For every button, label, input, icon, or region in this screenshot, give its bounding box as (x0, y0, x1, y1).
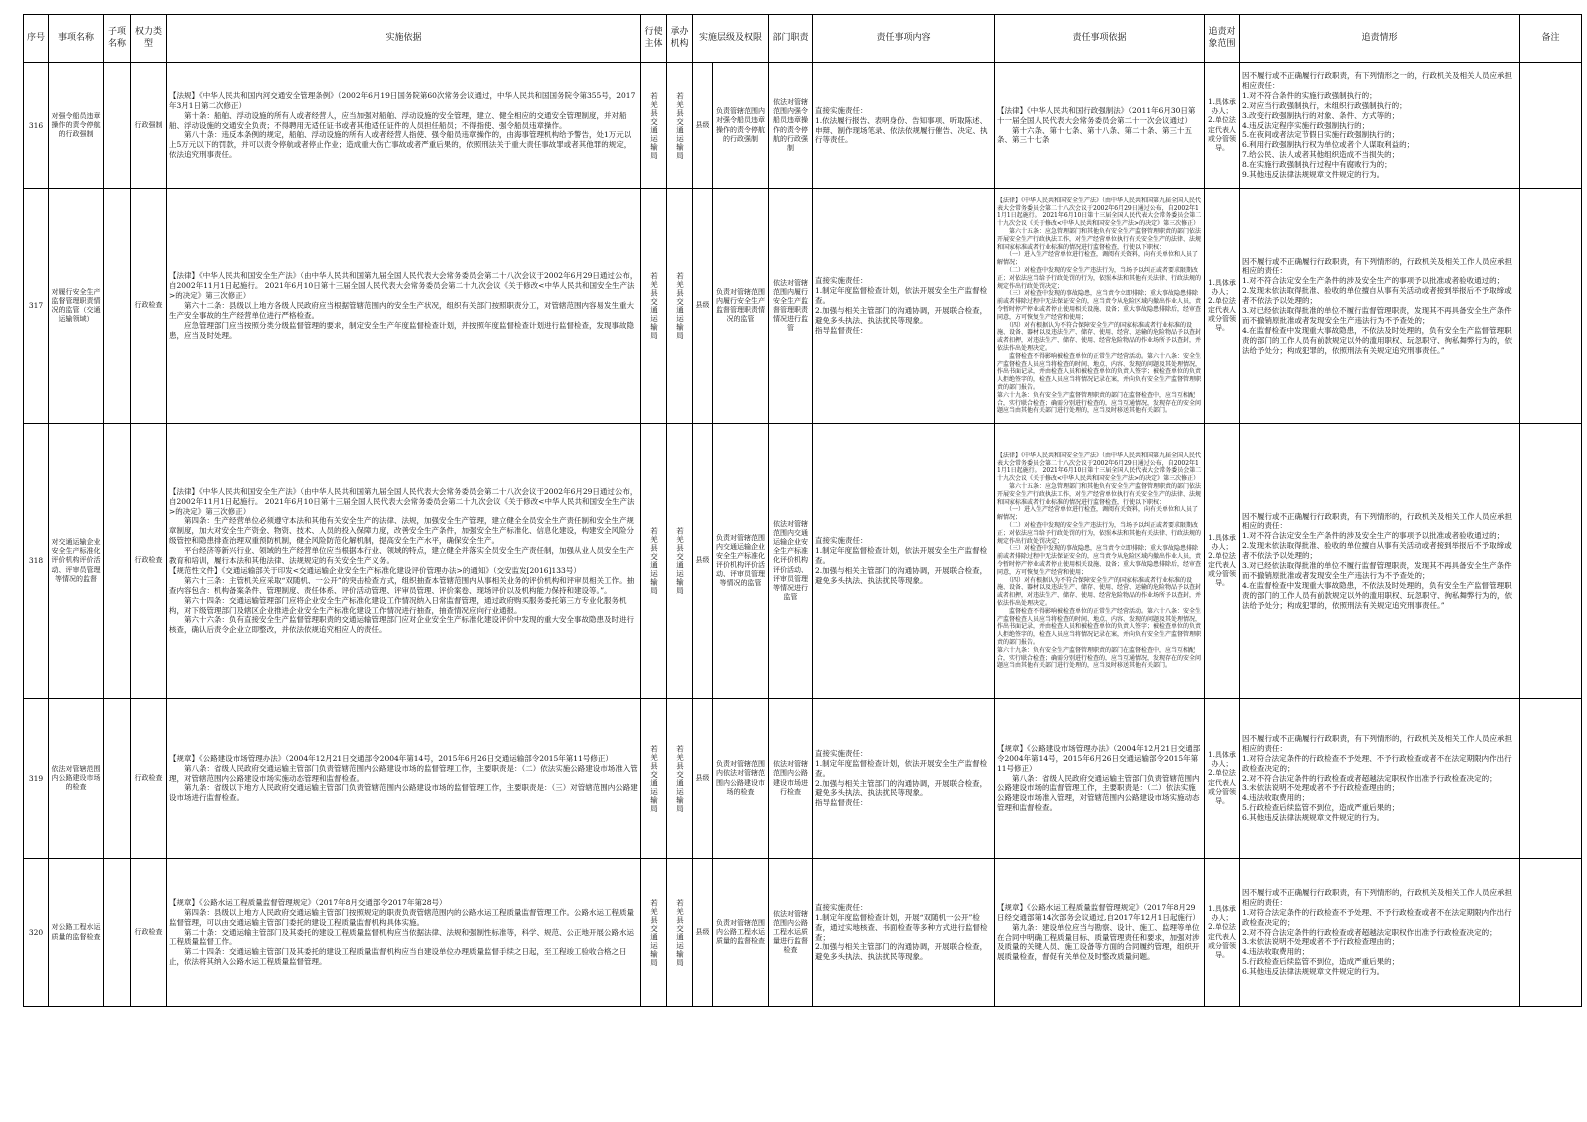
power-responsibility-table (23, 14, 1582, 1007)
cell-basis: 【法规】《中华人民共和国内河交通安全管理条例》（2002年6月19日国务院第60次常务会议通过，中华人民共和国国务院令第355号，2017年3月1日第二次修正） 第十条：船舶、浮动设施的所有人或者经营人，应当加强对船舶、浮动设施的安全管理，建立、健全相应的交通安全管理制度，并对船舶、浮动设施的交通安全负责；不得聘用无适任证书或者其他适任证件的人员担任船员；不得指使、强令船员违章操作。 第八十条：违反本条例的规定，船舶、浮动设施的所有人或者经营人指使、强令船员违章操作的，由海事管理机构给予警告，处1万元以上5万元以下的罚款，并可以责令停航或者停止作业；造成重大伤亡事故或者严重后果的，依照刑法关于重大责任事故罪或者其他罪的规定，依法追究刑事责任。 (167, 63, 641, 189)
cell-power-type: 行政强制 (131, 63, 167, 189)
table-row-319 (24, 699, 1582, 859)
cell-level: 县级 (693, 424, 713, 699)
cell-item-name: 对强令船员违章操作的责令停航的行政强制 (49, 63, 104, 189)
cell-power-type: 行政检查 (131, 424, 167, 699)
cell-resp-content: 直接实施责任： 1.制定年度监督检查计划，依法开展安全生产监督检查。 2.加强与相关主管部门的沟通协调，开展联合检查，避免多头执法、执法扰民等现象。 (813, 424, 995, 699)
cell-duty: 依法对管辖范围内公路建设市场进行检查 (769, 699, 813, 859)
cell-remark (1520, 859, 1582, 1007)
col-header-sub-name: 子项名称 (104, 15, 131, 63)
cell-remark (1520, 424, 1582, 699)
cell-seq: 316 (24, 63, 49, 189)
cell-level: 县级 (693, 859, 713, 1007)
cell-undertaker: 若羌县交通运输局 (667, 424, 693, 699)
cell-scope: 1.具体承办人； 2.单位法定代表人或分管领导。 (1205, 424, 1240, 699)
cell-power-type: 行政检查 (131, 699, 167, 859)
col-header-remark: 备注 (1520, 15, 1582, 63)
col-header-power-type: 权力类型 (131, 15, 167, 63)
cell-sub-name (104, 699, 131, 859)
cell-duty: 依法对管辖范围内公路工程水运质量进行监督检查 (769, 859, 813, 1007)
cell-seq: 320 (24, 859, 49, 1007)
cell-remark (1520, 699, 1582, 859)
cell-subject: 若羌县交通运输局 (641, 424, 667, 699)
col-header-basis: 实施依据 (167, 15, 641, 63)
header-row (24, 15, 1582, 63)
cell-scope: 1.具体承办人； 2.单位法定代表人或分管领导。 (1205, 63, 1240, 189)
cell-undertaker: 若羌县交通运输局 (667, 859, 693, 1007)
cell-resp-basis: 【规章】《公路水运工程质量监督管理规定》（2017年8月29日经交通部第14次部务会议通过,自2017年12月1日起施行） 第九条：建设单位应当与勘察、设计、施工、监理等单位在合同中明确工程质量目标、质量管理责任和要求，加强对涉及质量的关键人员、施工设备等方面的合同履约管理，组织开展质量检查，督促有关单位及时整改质量问题。 (995, 859, 1205, 1007)
cell-situations: 因不履行或不正确履行行政职责，有下列情形的，行政机关及相关工作人员应承担相应的责任： 1.对符合法定条件的行政检查不予处理、不予行政检查或者不在法定期限内作出行政检查决定的； 2.对不符合法定条件的行政检查或者超越法定职权作出准予行政检查决定的； 3.未依法说明不处理或者不予行政检查理由的； 4.违法收取费用的； 5.行政检查后续监管不到位，造成严重后果的； 6.其他违反法律法规规章文件规定的行为。 (1240, 859, 1520, 1007)
cell-item-name: 对履行安全生产监督管理职责情况的监管（交通运输领域） (49, 189, 104, 424)
cell-authority: 负责对管辖范围内依法对管辖范围内公路建设市场的检查 (713, 699, 769, 859)
cell-level: 县级 (693, 699, 713, 859)
cell-remark (1520, 63, 1582, 189)
cell-basis: 【规章】《公路水运工程质量监督管理规定》（2017年8月交通部令2017年第28号） 第四条：县级以上地方人民政府交通运输主管部门按照规定的职责负责管辖范围内的公路水运工程质量监督管理工作。公路水运工程质量监督管理，可以由交通运输主管部门委托的建设工程质量监督机构具体实施。 第二十条：交通运输主管部门及其委托的建设工程质量监督机构应当依据法律、法规和强制性标准等，科学、规范、公正地开展公路水运工程质量监督工作。 第二十四条：交通运输主管部门及其委托的建设工程质量监督机构应当自建设单位办理质量监督手续之日起，至工程竣工验收合格之日止，依法将其纳入公路水运工程质量监督管理。 (167, 859, 641, 1007)
col-header-level-authority: 实施层级及权限 (693, 15, 769, 63)
cell-seq: 319 (24, 699, 49, 859)
cell-basis: 【法律】《中华人民共和国安全生产法》（由中华人民共和国第九届全国人民代表大会常务委员会第二十八次会议于2002年6月29日通过公布，自2002年11月1日起施行。 2021年6月10日第十三届全国人民代表大会常务委员会第二十九次会议《关于修改<中华人民共和国安全生产法>的决定》第三次修正） 第六十二条：县级以上地方各级人民政府应当根据管辖范围内的安全生产状况，组织有关部门按照职责分工，对管辖范围内容易发生重大生产安全事故的生产经营单位进行严格检查。 应急管理部门应当按照分类分级监督管理的要求，制定安全生产年度监督检查计划，并按照年度监督检查计划进行监督检查，发现事故隐患，应当及时处理。 (167, 189, 641, 424)
cell-subject: 若羌县交通运输局 (641, 63, 667, 189)
cell-sub-name (104, 859, 131, 1007)
cell-resp-basis: 【法律】《中华人民共和国安全生产法》（由中华人民共和国第九届全国人民代表大会常务委员会第二十八次会议于2002年6月29日通过公布，自2002年11月1日起施行。 2021年6月10日第十三届全国人民代表大会常务委员会第二十九次会议《关于修改<中华人民共和国安全生产法>的决定》第三次修正） 第六十五条：应急管理部门和其他负有安全生产监督管理职责的部门依法开展安全生产行政执法工作，对生产经营单位执行有关安全生产的法律、法规和国家标准或者行业标准的情况进行监督检查，行使以下职权： （一）进入生产经营单位进行检查，调阅有关资料，向有关单位和人员了解情况； （二）对检查中发现的安全生产违法行为，当场予以纠正或者要求限期改正；对依法应当给予行政处罚的行为，依照本法和其他有关法律、行政法规的规定作出行政处罚决定； （三）对检查中发现的事故隐患，应当责令立即排除；重大事故隐患排除前或者排除过程中无法保证安全的，应当责令从危险区域内撤出作业人员，责令暂时停产停业或者停止使用相关设施、设备；重大事故隐患排除后，经审查同意，方可恢复生产经营和使用； （四）对有根据认为不符合保障安全生产的国家标准或者行业标准的设施、设备、器材以及违法生产、储存、使用、经营、运输的危险物品予以查封或者扣押，对违法生产、储存、使用、经营危险物品的作业场所予以查封，并依法作出处理决定。 监督检查不得影响被检查单位的正常生产经营活动。第六十八条：安全生产监督检查人员应当将检查的时间、地点、内容、发现的问题及其处理情况，作出书面记录，并由检查人员和被检查单位的负责人签字；被检查单位的负责人拒绝签字的，检查人员应当将情况记录在案，并向负有安全生产监督管理职责的部门报告。 第六十九条：负有安全生产监督管理职责的部门在监督检查中，应当互相配合，实行联合检查；确需分别进行检查的，应当互通情况，发现存在的安全问题应当由其他有关部门进行处理的，应当及时移送其他有关部门。 (995, 424, 1205, 699)
col-header-resp-content: 责任事项内容 (813, 15, 995, 63)
cell-item-name: 依法对管辖范围内公路建设市场的检查 (49, 699, 104, 859)
table-row-317 (24, 189, 1582, 424)
cell-remark (1520, 189, 1582, 424)
table-row-316 (24, 63, 1582, 189)
cell-resp-content: 直接实施责任： 1.依法履行报告、表明身份、告知事项、听取陈述、申辩、制作现场笔录、依法依规履行催告、决定、执行等责任。 (813, 63, 995, 189)
col-header-situations: 追责情形 (1240, 15, 1520, 63)
col-header-undertaker: 承办机构 (667, 15, 693, 63)
cell-resp-basis: 【规章】《公路建设市场管理办法》（2004年12月21日交通部令2004年第14号，2015年6月26日交通运输部令2015年第11号修正） 第八条：省级人民政府交通运输主管部门负责管辖范围内公路建设市场的监督管理工作，主要职责是：（二）依法实施公路建设市场准入管理，对管辖范围内公路建设市场实施动态管理和监督检查。 (995, 699, 1205, 859)
cell-authority: 负责对管辖范围内公路工程水运质量的监督检查 (713, 859, 769, 1007)
table-row-320 (24, 859, 1582, 1007)
cell-scope: 1.具体承办人； 2.单位法定代表人或分管领导。 (1205, 189, 1240, 424)
cell-scope: 1.具体承办人； 2.单位法定代表人或分管领导。 (1205, 859, 1240, 1007)
cell-duty: 依法对管辖范围内强令船员违章操作的责令停航的行政强制 (769, 63, 813, 189)
cell-authority: 负责对管辖范围内履行安全生产监督管理职责情况的监管 (713, 189, 769, 424)
cell-subject: 若羌县交通运输局 (641, 189, 667, 424)
cell-resp-basis: 【法律】《中华人民共和国安全生产法》（由中华人民共和国第九届全国人民代表大会常务委员会第二十八次会议于2002年6月29日通过公布，自2002年11月1日起施行。 2021年6月10日第十三届全国人民代表大会常务委员会第二十九次会议《关于修改<中华人民共和国安全生产法>的决定》第三次修正） 第六十五条：应急管理部门和其他负有安全生产监督管理职责的部门依法开展安全生产行政执法工作，对生产经营单位执行有关安全生产的法律、法规和国家标准或者行业标准的情况进行监督检查，行使以下职权： （一）进入生产经营单位进行检查，调阅有关资料，向有关单位和人员了解情况； （二）对检查中发现的安全生产违法行为，当场予以纠正或者要求限期改正；对依法应当给予行政处罚的行为，依照本法和其他有关法律、行政法规的规定作出行政处罚决定； （三）对检查中发现的事故隐患，应当责令立即排除；重大事故隐患排除前或者排除过程中无法保证安全的，应当责令从危险区域内撤出作业人员，责令暂时停产停业或者停止使用相关设施、设备；重大事故隐患排除后，经审查同意，方可恢复生产经营和使用； （四）对有根据认为不符合保障安全生产的国家标准或者行业标准的设施、设备、器材以及违法生产、储存、使用、经营、运输的危险物品予以查封或者扣押，对违法生产、储存、使用、经营危险物品的作业场所予以查封，并依法作出处理决定。 监督检查不得影响被检查单位的正常生产经营活动。第六十八条：安全生产监督检查人员应当将检查的时间、地点、内容、发现的问题及其处理情况，作出书面记录，并由检查人员和被检查单位的负责人签字；被检查单位的负责人拒绝签字的，检查人员应当将情况记录在案，并向负有安全生产监督管理职责的部门报告。 第六十九条：负有安全生产监督管理职责的部门在监督检查中，应当互相配合，实行联合检查；确需分别进行检查的，应当互通情况，发现存在的安全问题应当由其他有关部门进行处理的，应当及时移送其他有关部门。 (995, 189, 1205, 424)
cell-item-name: 对交通运输企业安全生产标准化评价机构评价活动、评审员管理等情况的监督 (49, 424, 104, 699)
cell-undertaker: 若羌县交通运输局 (667, 63, 693, 189)
col-header-seq: 序号 (24, 15, 49, 63)
cell-situations: 因不履行或不正确履行行政职责，有下列情形的，行政机关及相关工作人员应承担相应的责任： 1.对不符合法定安全生产条件的涉及安全生产的事项予以批准或者验收通过的； 2.发现未依法取得批准、验收的单位擅自从事有关活动或者接到举报后不予取缔或者不依法予以处理的； 3.对已经依法取得批准的单位不履行监督管理职责，发现其不再具备安全生产条件而不撤销原批准或者发现安全生产违法行为不予查处的； 4.在监督检查中发现重大事故隐患，不依法及时处理的，负有安全生产监督管理职责的部门的工作人员有前款规定以外的滥用职权、玩忽职守、徇私舞弊行为的，依法给予处分；构成犯罪的，依照刑法有关规定追究刑事责任。” (1240, 424, 1520, 699)
cell-resp-content: 直接实施责任： 1.制定年度监督检查计划，依法开展安全生产监督检查。 2.加强与相关主管部门的沟通协调，开展联合检查，避免多头执法、执法扰民等现象。 指导监督责任： (813, 189, 995, 424)
cell-seq: 318 (24, 424, 49, 699)
cell-item-name: 对公路工程水运质量的监督检查 (49, 859, 104, 1007)
cell-situations: 因不履行或不正确履行行政职责，有下列情形的，行政机关及相关工作人员应承担相应的责任： 1.对不符合法定安全生产条件的涉及安全生产的事项予以批准或者验收通过的； 2.发现未依法取得批准、验收的单位擅自从事有关活动或者接到举报后不予取缔或者不依法予以处理的； 3.对已经依法取得批准的单位不履行监督管理职责，发现其不再具备安全生产条件而不撤销原批准或者发现安全生产违法行为不予查处的； 4.在监督检查中发现重大事故隐患，不依法及时处理的，负有安全生产监督管理职责的部门的工作人员有前款规定以外的滥用职权、玩忽职守、徇私舞弊行为的，依法给予处分；构成犯罪的，依照刑法有关规定追究刑事责任。” (1240, 189, 1520, 424)
cell-subject: 若羌县交通运输局 (641, 859, 667, 1007)
cell-sub-name (104, 63, 131, 189)
cell-situations: 因不履行或不正确履行行政职责，有下列情形的，行政机关及相关工作人员应承担相应的责任： 1.对符合法定条件的行政检查不予处理、不予行政检查或者不在法定期限内作出行政检查决定的； 2.对不符合法定条件的行政检查或者超越法定职权作出准予行政检查决定的； 3.未依法说明不处理或者不予行政检查理由的； 4.违法收取费用的； 5.行政检查后续监管不到位，造成严重后果的； 6.其他违反法律法规规章文件规定的行为。 (1240, 699, 1520, 859)
cell-undertaker: 若羌县交通运输局 (667, 699, 693, 859)
cell-duty: 依法对管辖范围内履行安全生产监督管理职责情况进行监管 (769, 189, 813, 424)
cell-basis: 【规章】《公路建设市场管理办法》（2004年12月21日交通部令2004年第14号，2015年6月26日交通运输部令2015年第11号修正） 第八条：省级人民政府交通运输主管部门负责管辖范围内公路建设市场的监督管理工作，主要职责是：（二）依法实施公路建设市场准入管理，对管辖范围内公路建设市场实施动态管理和监督检查。 第九条：省级以下地方人民政府交通运输主管部门负责管辖范围内公路建设市场的监督管理工作，主要职责是：（三）对管辖范围内公路建设市场进行监督检查。 (167, 699, 641, 859)
col-header-duty: 部门职责 (769, 15, 813, 63)
cell-sub-name (104, 424, 131, 699)
cell-seq: 317 (24, 189, 49, 424)
cell-duty: 依法对管辖范围内交通运输企业安全生产标准化评价机构评价活动、评审员管理等情况进行监管 (769, 424, 813, 699)
cell-scope: 1.具体承办人； 2.单位法定代表人或分管领导。 (1205, 699, 1240, 859)
cell-undertaker: 若羌县交通运输局 (667, 189, 693, 424)
cell-resp-content: 直接实施责任： 1.制定年度监督检查计划，依法开展安全生产监督检查。 2.加强与相关主管部门的沟通协调，开展联合检查，避免多头执法、执法扰民等现象。 指导监督责任： (813, 699, 995, 859)
col-header-subject: 行使主体 (641, 15, 667, 63)
cell-authority: 负责对管辖范围内交通运输企业安全生产标准化评价机构评价活动、评审员管理等情况的监管 (713, 424, 769, 699)
cell-subject: 若羌县交通运输局 (641, 699, 667, 859)
col-header-resp-basis: 责任事项依据 (995, 15, 1205, 63)
cell-resp-basis: 【法律】《中华人民共和国行政强制法》（2011年6月30日第十一届全国人民代表大会常务委员会第二十一次会议通过） 第十六条、第十七条、第十八条、第二十条、第三十五条、第三十七条 (995, 63, 1205, 189)
cell-level: 县级 (693, 189, 713, 424)
cell-situations: 因不履行或不正确履行行政职责，有下列情形之一的，行政机关及相关人员应承担相应责任： 1.对不符合条件的实施行政强制执行的； 2.对应当行政强制执行，未组织行政强制执行的； 3.改变行政强制执行的对象、条件、方式等的； 4.违反法定程序实施行政强制执行的； 5.在夜间或者法定节假日实施行政强制执行的； 6.利用行政强制执行权为单位或者个人谋取利益的； 7.给公民、法人或者其他组织造成不当损失的； 8.在实施行政强制执行过程中有腐败行为的； 9.其他违反法律法规规章文件规定的行为。 (1240, 63, 1520, 189)
cell-power-type: 行政检查 (131, 189, 167, 424)
cell-basis: 【法律】《中华人民共和国安全生产法》（由中华人民共和国第九届全国人民代表大会常务委员会第二十八次会议于2002年6月29日通过公布，自2002年11月1日起施行。 2021年6月10日第十三届全国人民代表大会常务委员会第二十九次会议《关于修改<中华人民共和国安全生产法>的决定》第三次修正） 第四条：生产经营单位必须遵守本法和其他有关安全生产的法律、法规，加强安全生产管理，建立健全全员安全生产责任制和安全生产规章制度，加大对安全生产资金、物资、技术、人员的投入保障力度，改善安全生产条件，加强安全生产标准化、信息化建设，构建安全风险分级管控和隐患排查治理双重预防机制，健全风险防范化解机制，提高安全生产水平，确保安全生产。 平台经济等新兴行业、领域的生产经营单位应当根据本行业、领域的特点，建立健全并落实全员安全生产责任制，加强从业人员安全生产教育和培训，履行本法和其他法律、法规规定的有关安全生产义务。 【规范性文件】《交通运输部关于印发<交通运输企业安全生产标准化建设评价管理办法>的通知》（交安监发[2016]133号） 第六十三条：主管机关应采取“双随机、一公开”的突击检查方式，组织抽查本管辖范围内从事相关业务的评价机构和评审员相关工作。抽查内容包含：机构备案条件、管理制度、责任体系、评价活动管理、评审员管理、评价案卷、现场评价以及机构能力保持和建设等。”。 第六十四条：交通运输管理部门应将企业安全生产标准化建设工作情况纳入日常监督管理，通过政府购买服务委托第三方专业化服务机构，对下级管理部门及辖区企业推进企业安全生产标准化建设工作情况进行抽查，抽查情况应向行业通报。 第六十六条：负有直接安全生产监督管理职责的交通运输管理部门应对企业安全生产标准化建设评价中发现的重大安全事故隐患及时进行核查，确认后责令企业立即整改，并依法依规追究相应人的责任。 (167, 424, 641, 699)
cell-authority: 负责管辖范围内对强令船员违章操作的责令停航的行政强制 (713, 63, 769, 189)
col-header-scope: 追责对象范围 (1205, 15, 1240, 63)
cell-level: 县级 (693, 63, 713, 189)
cell-power-type: 行政检查 (131, 859, 167, 1007)
table-row-318 (24, 424, 1582, 699)
cell-resp-content: 直接实施责任： 1.制定年度监督检查计划，开展“双随机一公开”检查，通过实地核查、书面检查等多种方式进行监督检查； 2.加强与相关主管部门的沟通协调，开展联合检查，避免多头执法、执法扰民等现象。 (813, 859, 995, 1007)
col-header-item-name: 事项名称 (49, 15, 104, 63)
cell-sub-name (104, 189, 131, 424)
